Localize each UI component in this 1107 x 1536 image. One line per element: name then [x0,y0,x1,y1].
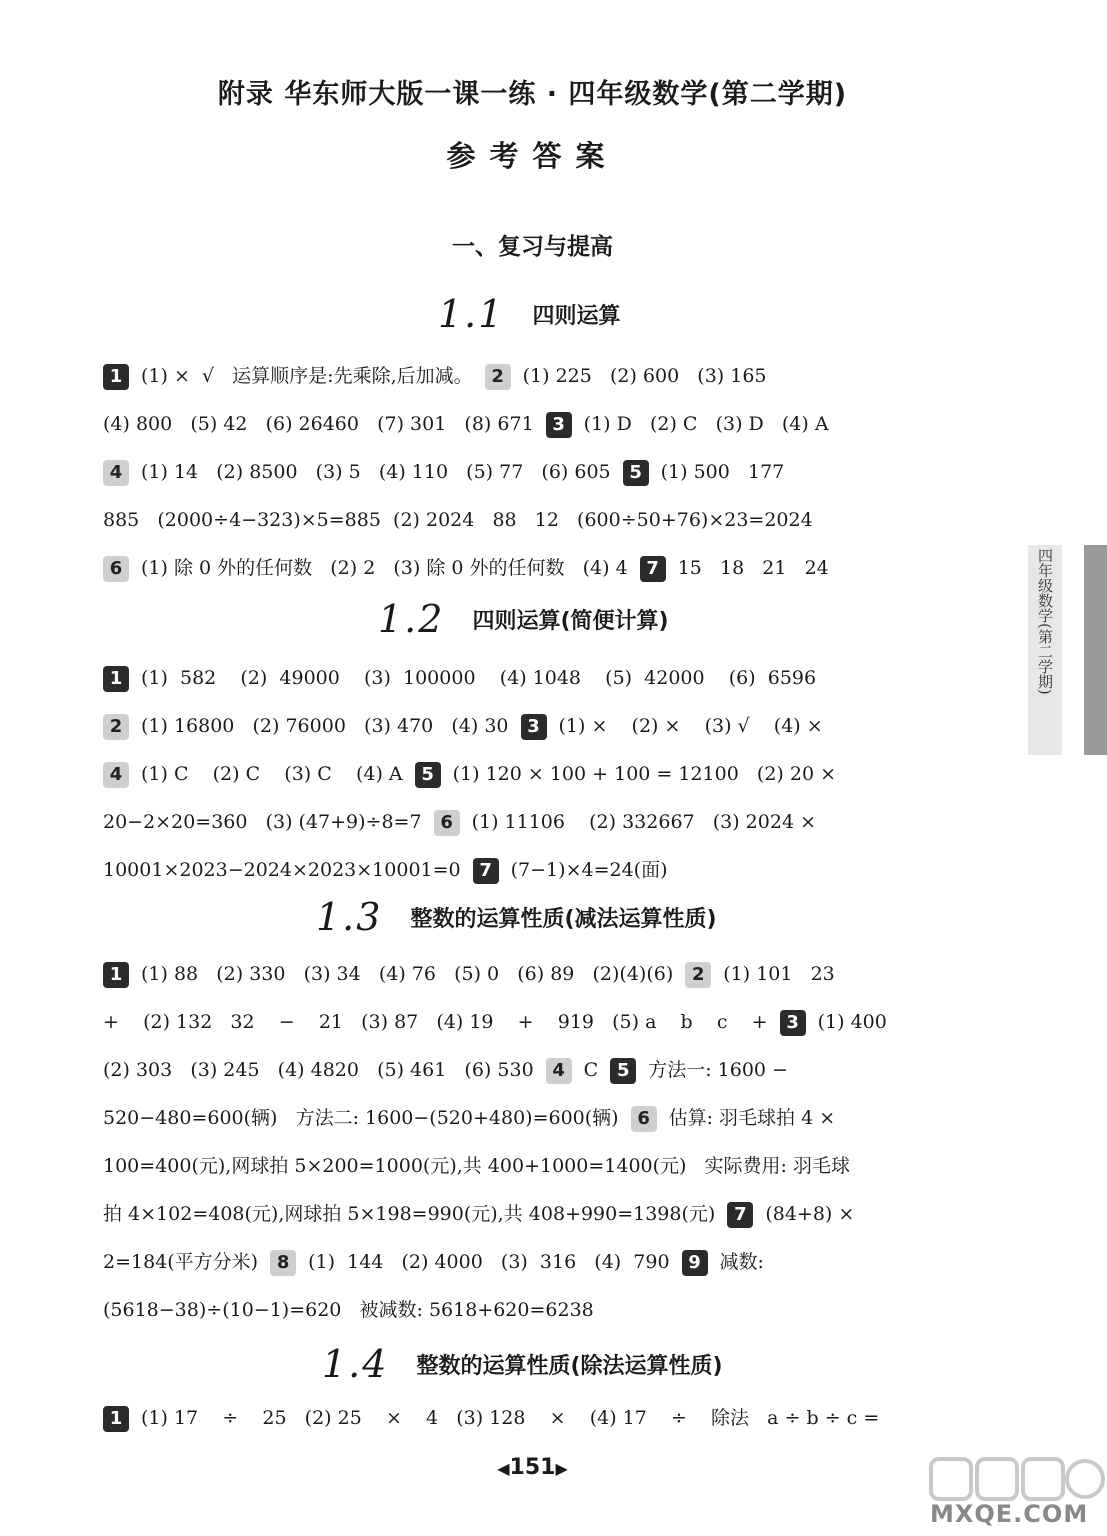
right-arrow-icon: ▶ [555,1459,568,1478]
answer-line [103,410,829,438]
question-number-badge: 3 [780,1010,806,1036]
question-number-badge: 3 [546,412,572,438]
section-heading [322,1342,723,1386]
answer-line [103,1296,594,1324]
answer-text: (84+8) × [765,1203,855,1225]
question-number-badge: 8 [270,1250,296,1276]
question-number-badge: 5 [610,1058,636,1084]
answer-text: (1) 582 (2) 49000 (3) 100000 (4) 1048 (5) 42000 (6) 6596 [141,667,817,689]
answer-line [103,1248,764,1276]
answer-text: (1) 16800 (2) 76000 (3) 470 (4) 30 [141,715,509,737]
section-title: 四则运算 [532,304,621,329]
answer-text: 10001×2023−2024×2023×10001=0 [103,859,461,881]
answer-text: (1) 17 ÷ 25 (2) 25 × 4 (3) 128 × (4) 17 ÷ 除法 a ÷ b ÷ c = [141,1407,880,1429]
answer-text: (1) D (2) C (3) D (4) A [583,413,829,435]
question-number-badge: 1 [103,962,129,988]
answer-text: (1) 120 × 100 + 100 = 12100 (2) 20 × [452,763,837,785]
page-number-value: 151 [509,1455,556,1480]
answer-text: (1) × (2) × (3) √ (4) × [558,715,823,737]
answer-text: (1) 除 0 外的任何数 (2) 2 (3) 除 0 外的任何数 (4) 4 [141,557,628,579]
answer-line [103,554,829,582]
answer-line [103,1404,879,1432]
section-number: 1.1 [438,292,505,336]
answer-text: 拍 4×102=408(元),网球拍 5×198=990(元),共 408+990=1398(元) [103,1203,716,1225]
answer-text: 520−480=600(辆) 方法二: 1600−(520+480)=600(辆) [103,1107,619,1129]
answer-text: (5618−38)÷(10−1)=620 被减数: 5618+620=6238 [103,1299,594,1321]
question-number-badge: 3 [521,714,547,740]
answer-line [103,856,668,884]
answer-text: (1) 14 (2) 8500 (3) 5 (4) 110 (5) 77 (6) 605 [141,461,611,483]
side-label: 四年级数学(第二学期) [1036,548,1054,695]
answer-text: 2=184(平方分米) [103,1251,259,1273]
question-number-badge: 4 [546,1058,572,1084]
answer-line [103,760,836,788]
left-arrow-icon: ◀ [497,1459,510,1478]
section-title: 整数的运算性质(减法运算性质) [410,907,717,932]
page-number [0,1455,1065,1480]
answer-text: 885 (2000÷4−323)×5=885 (2) 2024 88 12 (600÷50+76)×23=2024 [103,509,813,531]
section-number: 1.4 [322,1342,389,1386]
answer-text: 估算: 羽毛球拍 4 × [668,1107,836,1129]
answer-text: (1) 144 (2) 4000 (3) 316 (4) 790 [308,1251,670,1273]
part-heading: 一、复习与提高 [452,234,613,260]
section-title: 四则运算(简便计算) [472,609,669,634]
question-number-badge: 5 [415,762,441,788]
section-number: 1.2 [378,597,445,641]
answer-text: 方法一: 1600 − [648,1059,788,1081]
side-tab-bar [1084,545,1107,755]
answer-line [103,664,816,692]
answer-text: (2) 303 (3) 245 (4) 4820 (5) 461 (6) 530 [103,1059,534,1081]
question-number-badge: 1 [103,364,129,390]
answer-text: 20−2×20=360 (3) (47+9)÷8=7 [103,811,422,833]
question-number-badge: 9 [682,1250,708,1276]
answer-line [103,1104,835,1132]
question-number-badge: 4 [103,762,129,788]
answer-text: C [583,1059,599,1081]
question-number-badge: 1 [103,1406,129,1432]
answer-text: (1) 400 [817,1011,887,1033]
answer-line [103,1056,788,1084]
answer-line [103,960,835,988]
answer-text: (7−1)×4=24(面) [510,859,668,881]
answer-text: (4) 800 (5) 42 (6) 26460 (7) 301 (8) 671 [103,413,534,435]
answer-text: (1) 500 177 [660,461,785,483]
answer-text: 15 18 21 24 [677,557,829,579]
section-number: 1.3 [316,895,383,939]
answer-line [103,1200,854,1228]
page-title: 参考答案 [446,139,619,173]
question-number-badge: 7 [640,556,666,582]
watermark-text: MXQE.COM [930,1500,1089,1528]
answer-text: (1) 101 23 [723,963,835,985]
answer-line [103,362,767,390]
answer-line [103,1008,887,1036]
answer-line [103,458,784,486]
answer-text: (1) 225 (2) 600 (3) 165 [522,365,767,387]
question-number-badge: 2 [685,962,711,988]
question-number-badge: 2 [103,714,129,740]
question-number-badge: 7 [727,1202,753,1228]
question-number-badge: 1 [103,666,129,692]
answer-line [103,506,813,534]
answer-line [103,712,823,740]
question-number-badge: 4 [103,460,129,486]
answer-text: 100=400(元),网球拍 5×200=1000(元),共 400+1000=1400(元) 实际费用: 羽毛球 [103,1155,851,1177]
appendix-title: 附录 华东师大版一课一练 · 四年级数学(第二学期) [217,79,848,110]
answer-text: 减数: [719,1251,764,1273]
answer-text: (1) 88 (2) 330 (3) 34 (4) 76 (5) 0 (6) 89 (2)(4)(6) [141,963,674,985]
question-number-badge: 2 [485,364,511,390]
answer-line [103,1152,850,1180]
section-heading [438,292,620,336]
section-title: 整数的运算性质(除法运算性质) [416,1354,723,1379]
answer-text: (1) × √ 运算顺序是:先乘除,后加减。 [141,365,473,387]
question-number-badge: 5 [623,460,649,486]
answer-text: + (2) 132 32 − 21 (3) 87 (4) 19 + 919 (5) a b c + [103,1011,768,1033]
question-number-badge: 6 [631,1106,657,1132]
answer-line [103,808,816,836]
answer-text: (1) C (2) C (3) C (4) A [141,763,403,785]
section-heading [316,895,717,939]
answer-text: (1) 11106 (2) 332667 (3) 2024 × [471,811,816,833]
question-number-badge: 6 [434,810,460,836]
question-number-badge: 7 [473,858,499,884]
section-heading [378,597,669,641]
question-number-badge: 6 [103,556,129,582]
